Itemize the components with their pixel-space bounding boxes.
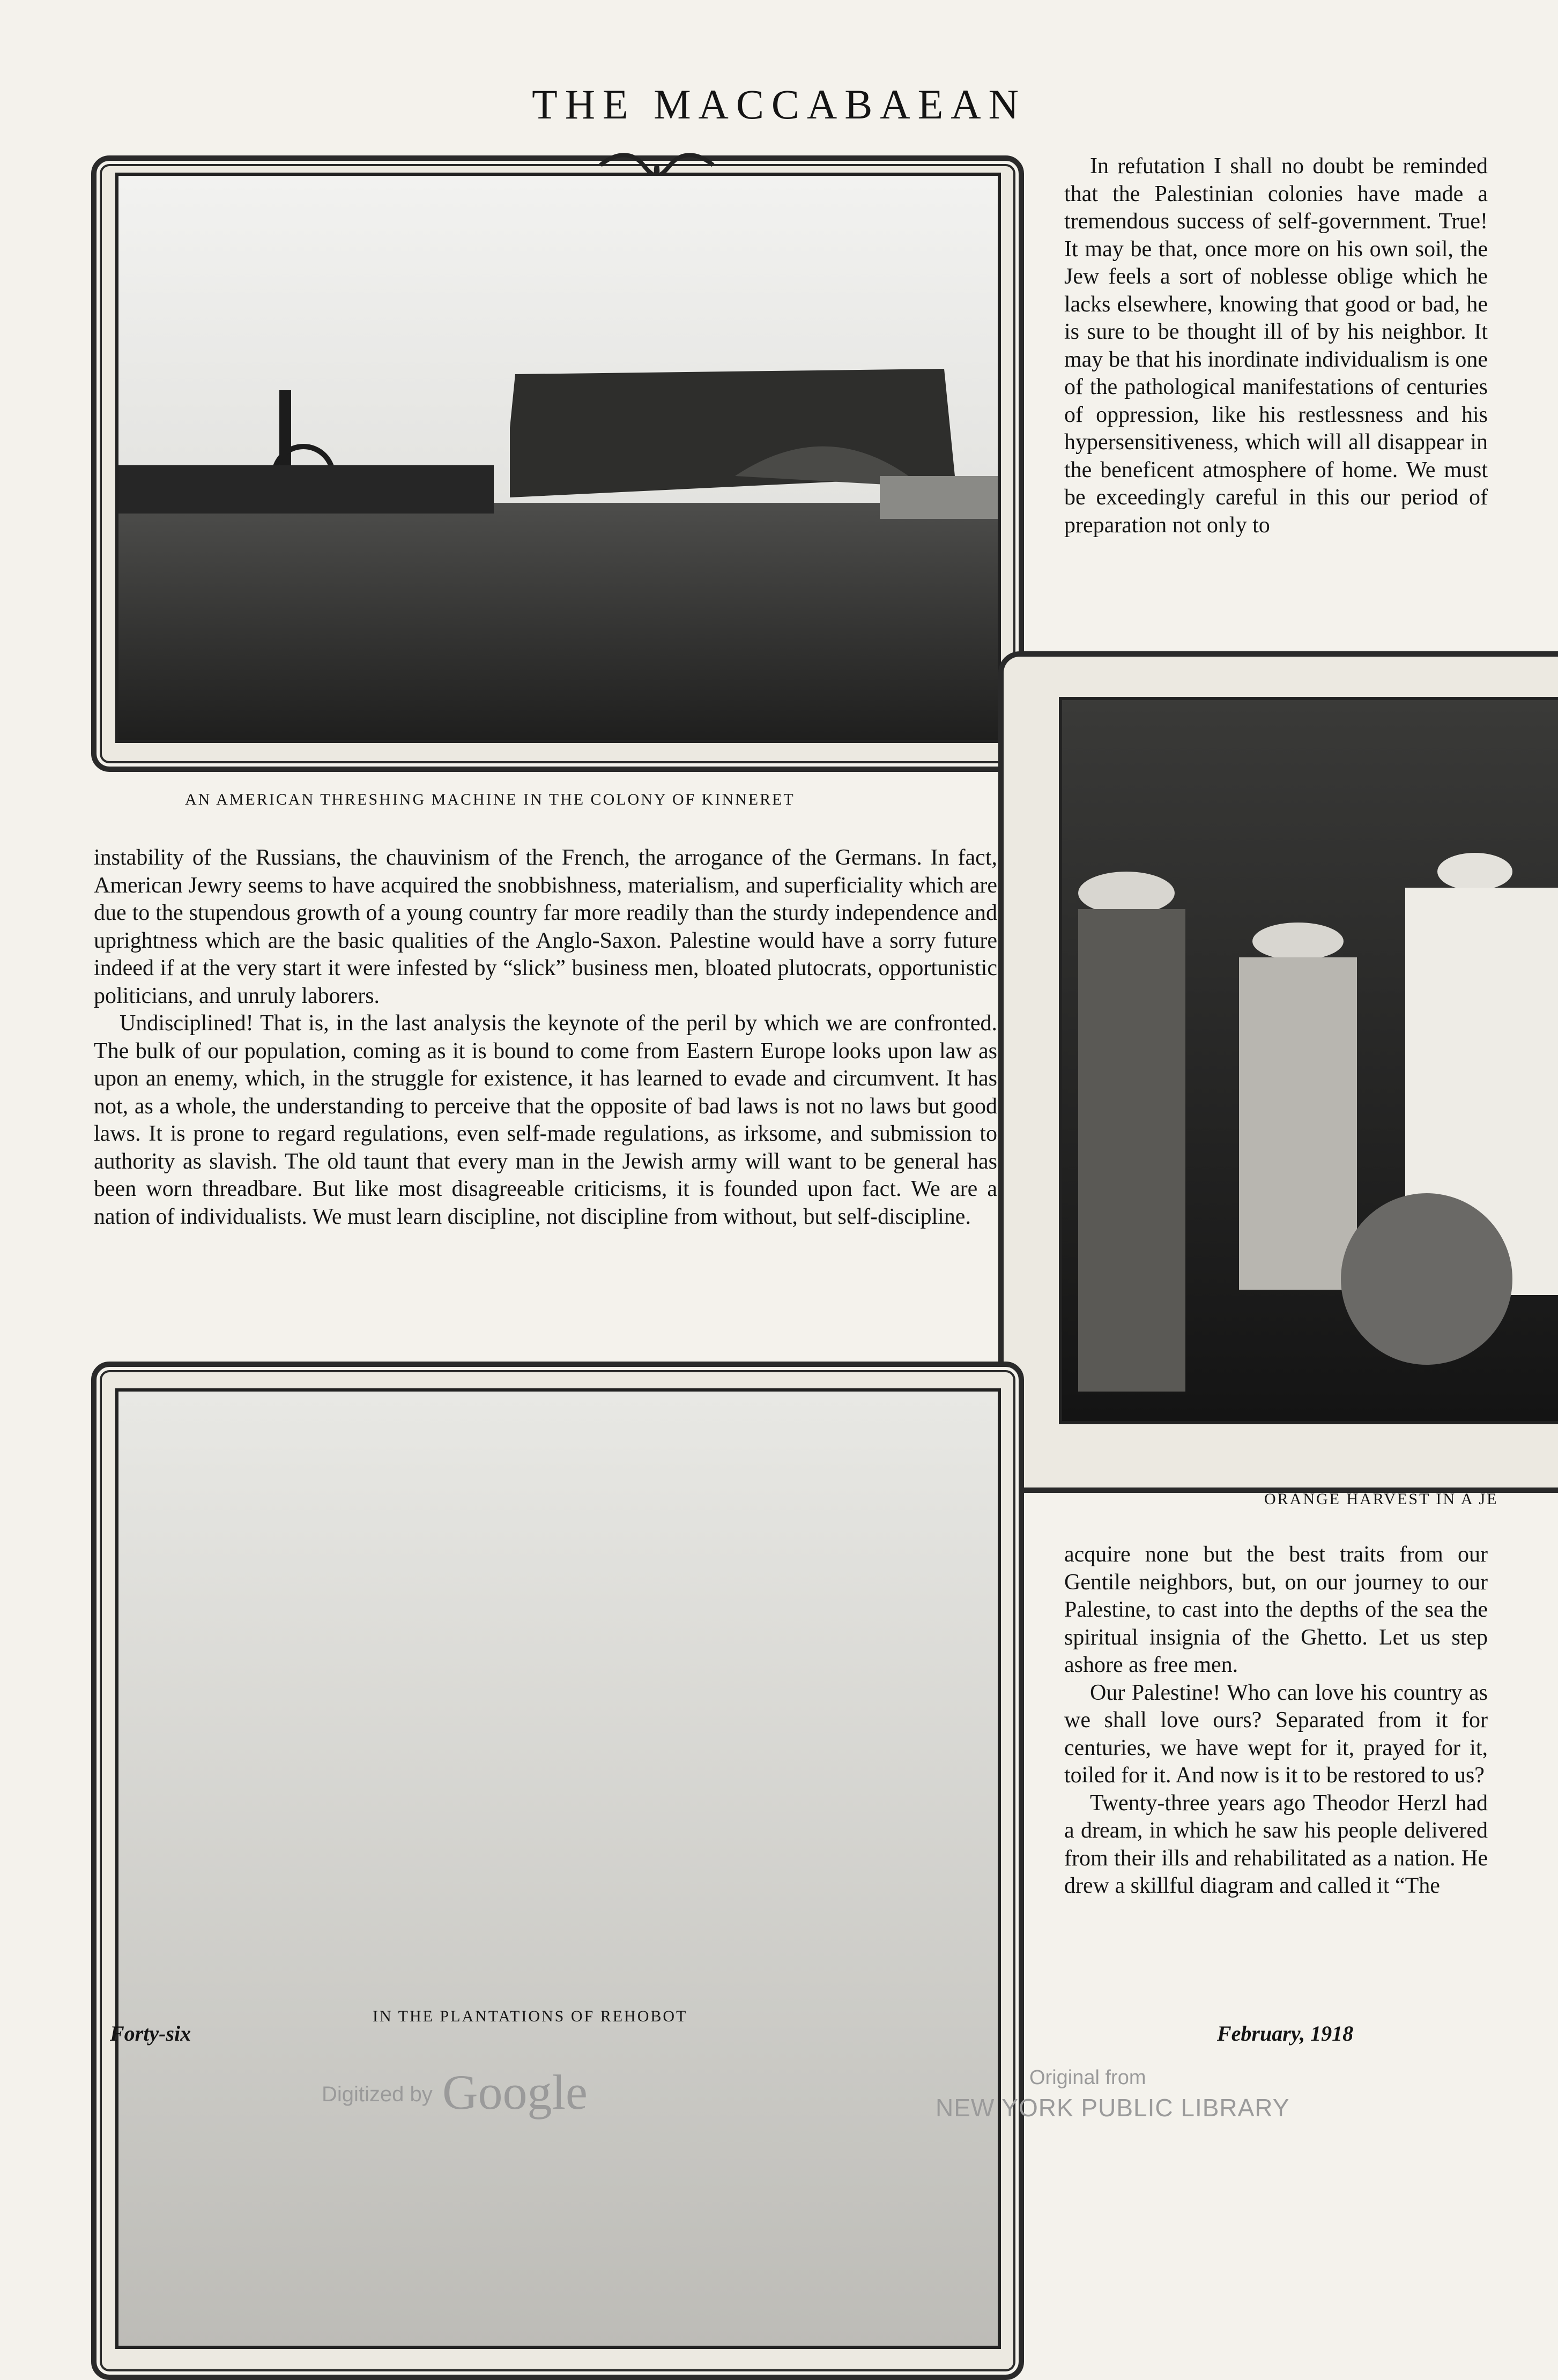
photo-rehobot-plantations: [115, 1388, 1001, 2349]
paragraph: acquire none but the best traits from our Gentile neighbors, but, on our journey to our Palestine, to cast into the depths of the sea the spiritual insignia of the Ghetto. Let us step ashore as free men.: [1064, 1542, 1488, 1677]
paragraph: instability of the Russians, the chauvinism of the French, the arrogance of the Germans. In fact, American Jewry seems to have acquired the snobbishness, materialism, and superficiality which are due to the stupendous growth of a young country far more readily than the sturdy independence and uprightness which are the basic qualities of the Anglo-Saxon. Palestine would have a sorry future indeed if at the very start it were infested by “slick” business men, bloated plutocrats, opportunistic politicians, and unruly laborers.: [94, 845, 997, 1008]
paragraph: Our Palestine! Who can love his country as we shall love ours? Separated from it for centuries, we have wept for it, prayed for it, toiled for it. And now is it to be restored to us?: [1064, 1680, 1488, 1788]
article-left-mid: [94, 844, 997, 1231]
article-right-top: [1064, 153, 1488, 539]
library-label: NEW YORK PUBLIC LIBRARY: [936, 2094, 1290, 2122]
caption-rehobot: IN THE PLANTATIONS OF REHOBOT: [373, 2007, 688, 2025]
paragraph: Twenty-three years ago Theodor Herzl had a dream, in which he saw his people delivered from their ills and rehabilitated as a nation. He drew a skillful diagram and called it “The: [1064, 1790, 1488, 1898]
running-head: THE MACCABAEAN: [532, 81, 1026, 128]
issue-date: February, 1918: [1217, 2021, 1354, 2046]
article-right-bottom: [1064, 1541, 1488, 1900]
page-number-label: Forty-six: [110, 2021, 191, 2046]
caption-orange: ORANGE HARVEST IN A JE: [1264, 1490, 1498, 1508]
google-logo: Google: [442, 2065, 588, 2119]
paragraph: Undisciplined! That is, in the last analysis the keynote of the peril by which we are confronted. The bulk of our population, coming as it is bound to come from Eastern Europe looks upon law as upon an enemy, which, in the struggle for existence, it has learned to evade and circumvent. It has not, as a whole, the understanding to perceive that the opposite of bad laws is not no laws but good laws. It is prone to regard regulations, even self-made regulations, as irksome, and submission to authority as slavish. The old taunt that every man in the Jewish army will want to be general has been worn threadbare. But like most disagreeable criticisms, it is founded upon fact. We are a nation of individualists. We must learn discipline, not discipline from without, but self-discipline.: [94, 1011, 997, 1229]
caption-threshing: AN AMERICAN THRESHING MACHINE IN THE COLONY OF KINNERET: [185, 791, 795, 808]
digitized-by-label: Digitized by: [322, 2082, 433, 2106]
paragraph: In refutation I shall no doubt be reminded that the Palestinian colonies have made a tremendous success of self-government. True! It may be that, once more on his own soil, the Jew feels a sort of noblesse oblige which he lacks elsewhere, knowing that good or bad, he is sure to be thought ill of by his neighbor. It may be that his inordinate individualism is one of the pathological manifestations of centuries of oppression, like his restlessness and his hypersensitiveness, which will all disappear in the beneficent atmosphere of home. We must be exceedingly careful in this our period of preparation not only to: [1064, 154, 1488, 538]
photo-threshing-machine: [115, 173, 1001, 743]
photo-orange-harvest: [1059, 697, 1558, 1424]
original-from-label: Original from: [1029, 2066, 1146, 2089]
